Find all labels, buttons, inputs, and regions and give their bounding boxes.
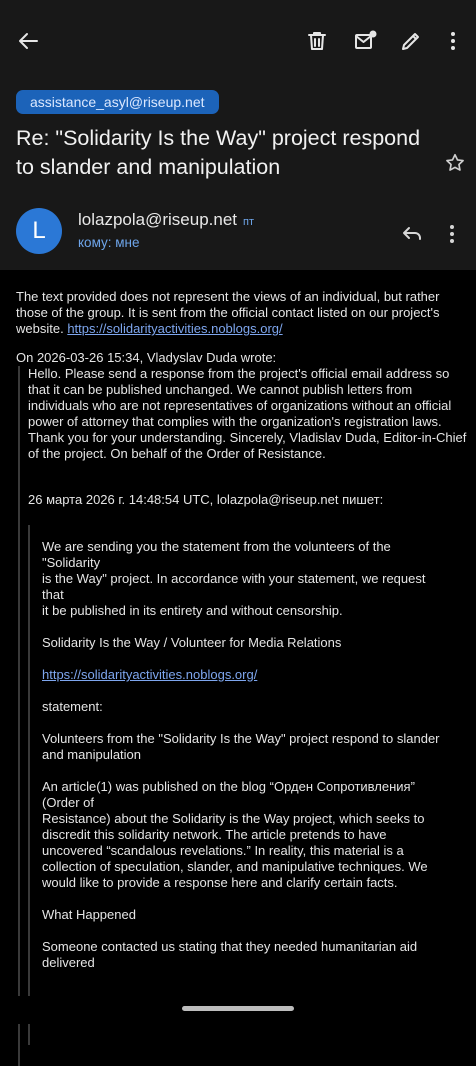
quote-2-content [42, 539, 442, 987]
top-toolbar [0, 0, 476, 82]
quote-2-link[interactable]: https://solidarityactivities.noblogs.org/ [42, 667, 258, 682]
mail-unread-icon[interactable] [350, 26, 380, 56]
email-intro [16, 289, 460, 337]
home-indicator[interactable] [182, 1006, 294, 1011]
quote-2-paragraph: An article(1) was published on the blog “Орден Сопротивления” (Order of Resistance) about the Solidarity is the Way project, which seeks to discredit this solidarity network. The article pretends to have uncovered “scandalous revelations.” In reality, this material is a collection of speculation, slander, and manipulative techniques. We would like to provide a response here and clarify certain facts. [42, 779, 428, 890]
email-subject: Re: "Solidarity Is the Way" project respond to slander and manipulation [16, 126, 421, 179]
message-more-icon[interactable] [440, 220, 464, 248]
quote-2-paragraph: We are sending you the statement from the volunteers of the "Solidarity is the Way" project. In accordance with your statement, we request that it be published in its entirety and without censorship. [42, 539, 426, 618]
intro-text: The text provided does not represent the views of an individual, but rather those of the group. It is sent from the official contact listed on our project's website. [16, 289, 440, 336]
reply-icon[interactable] [400, 220, 428, 248]
trash-icon[interactable] [302, 26, 332, 56]
sender-line[interactable] [78, 210, 254, 230]
quote-2-paragraph: Volunteers from the "Solidarity Is the Way" project respond to slander and manipulation [42, 731, 440, 762]
more-vert-icon[interactable] [438, 26, 468, 56]
quote-attribution: On 2026-03-26 15:34, Vladyslav Duda wrote: [16, 350, 277, 365]
sender-avatar[interactable]: L [16, 208, 62, 254]
sender-address: lolazpola@riseup.net [78, 210, 238, 229]
quote-1-text: Hello. Please send a response from the project's official email address so that it can be published unchanged. We cannot publish letters from individuals who are not representatives of organizations without an official power of attorney that complies with the organization's registration laws. Thank you for your understanding. Sincerely, Vladislav Duda, Editor-in-Chief of the project. On behalf of the Order of Resistance. [28, 366, 467, 461]
quote-2-statement-label: statement: [42, 699, 103, 714]
quote-2-paragraph: Someone contacted us stating that they needed humanitarian aid delivered [42, 939, 418, 970]
intro-link[interactable]: https://solidarityactivities.noblogs.org/ [67, 321, 283, 336]
sender-day: пт [243, 216, 255, 228]
label-chip[interactable]: assistance_asyl@riseup.net [16, 90, 219, 114]
quote-2-heading: What Happened [42, 907, 136, 922]
back-arrow-icon[interactable] [14, 26, 44, 56]
quote-2-signature: Solidarity Is the Way / Volunteer for Media Relations [42, 635, 342, 650]
pencil-icon[interactable] [396, 26, 426, 56]
recipient-line[interactable]: кому: мне [78, 235, 140, 250]
quote-1-attribution: 26 марта 2026 г. 14:48:54 UTC, lolazpola@riseup.net пишет: [28, 492, 384, 507]
star-icon[interactable] [444, 152, 466, 174]
